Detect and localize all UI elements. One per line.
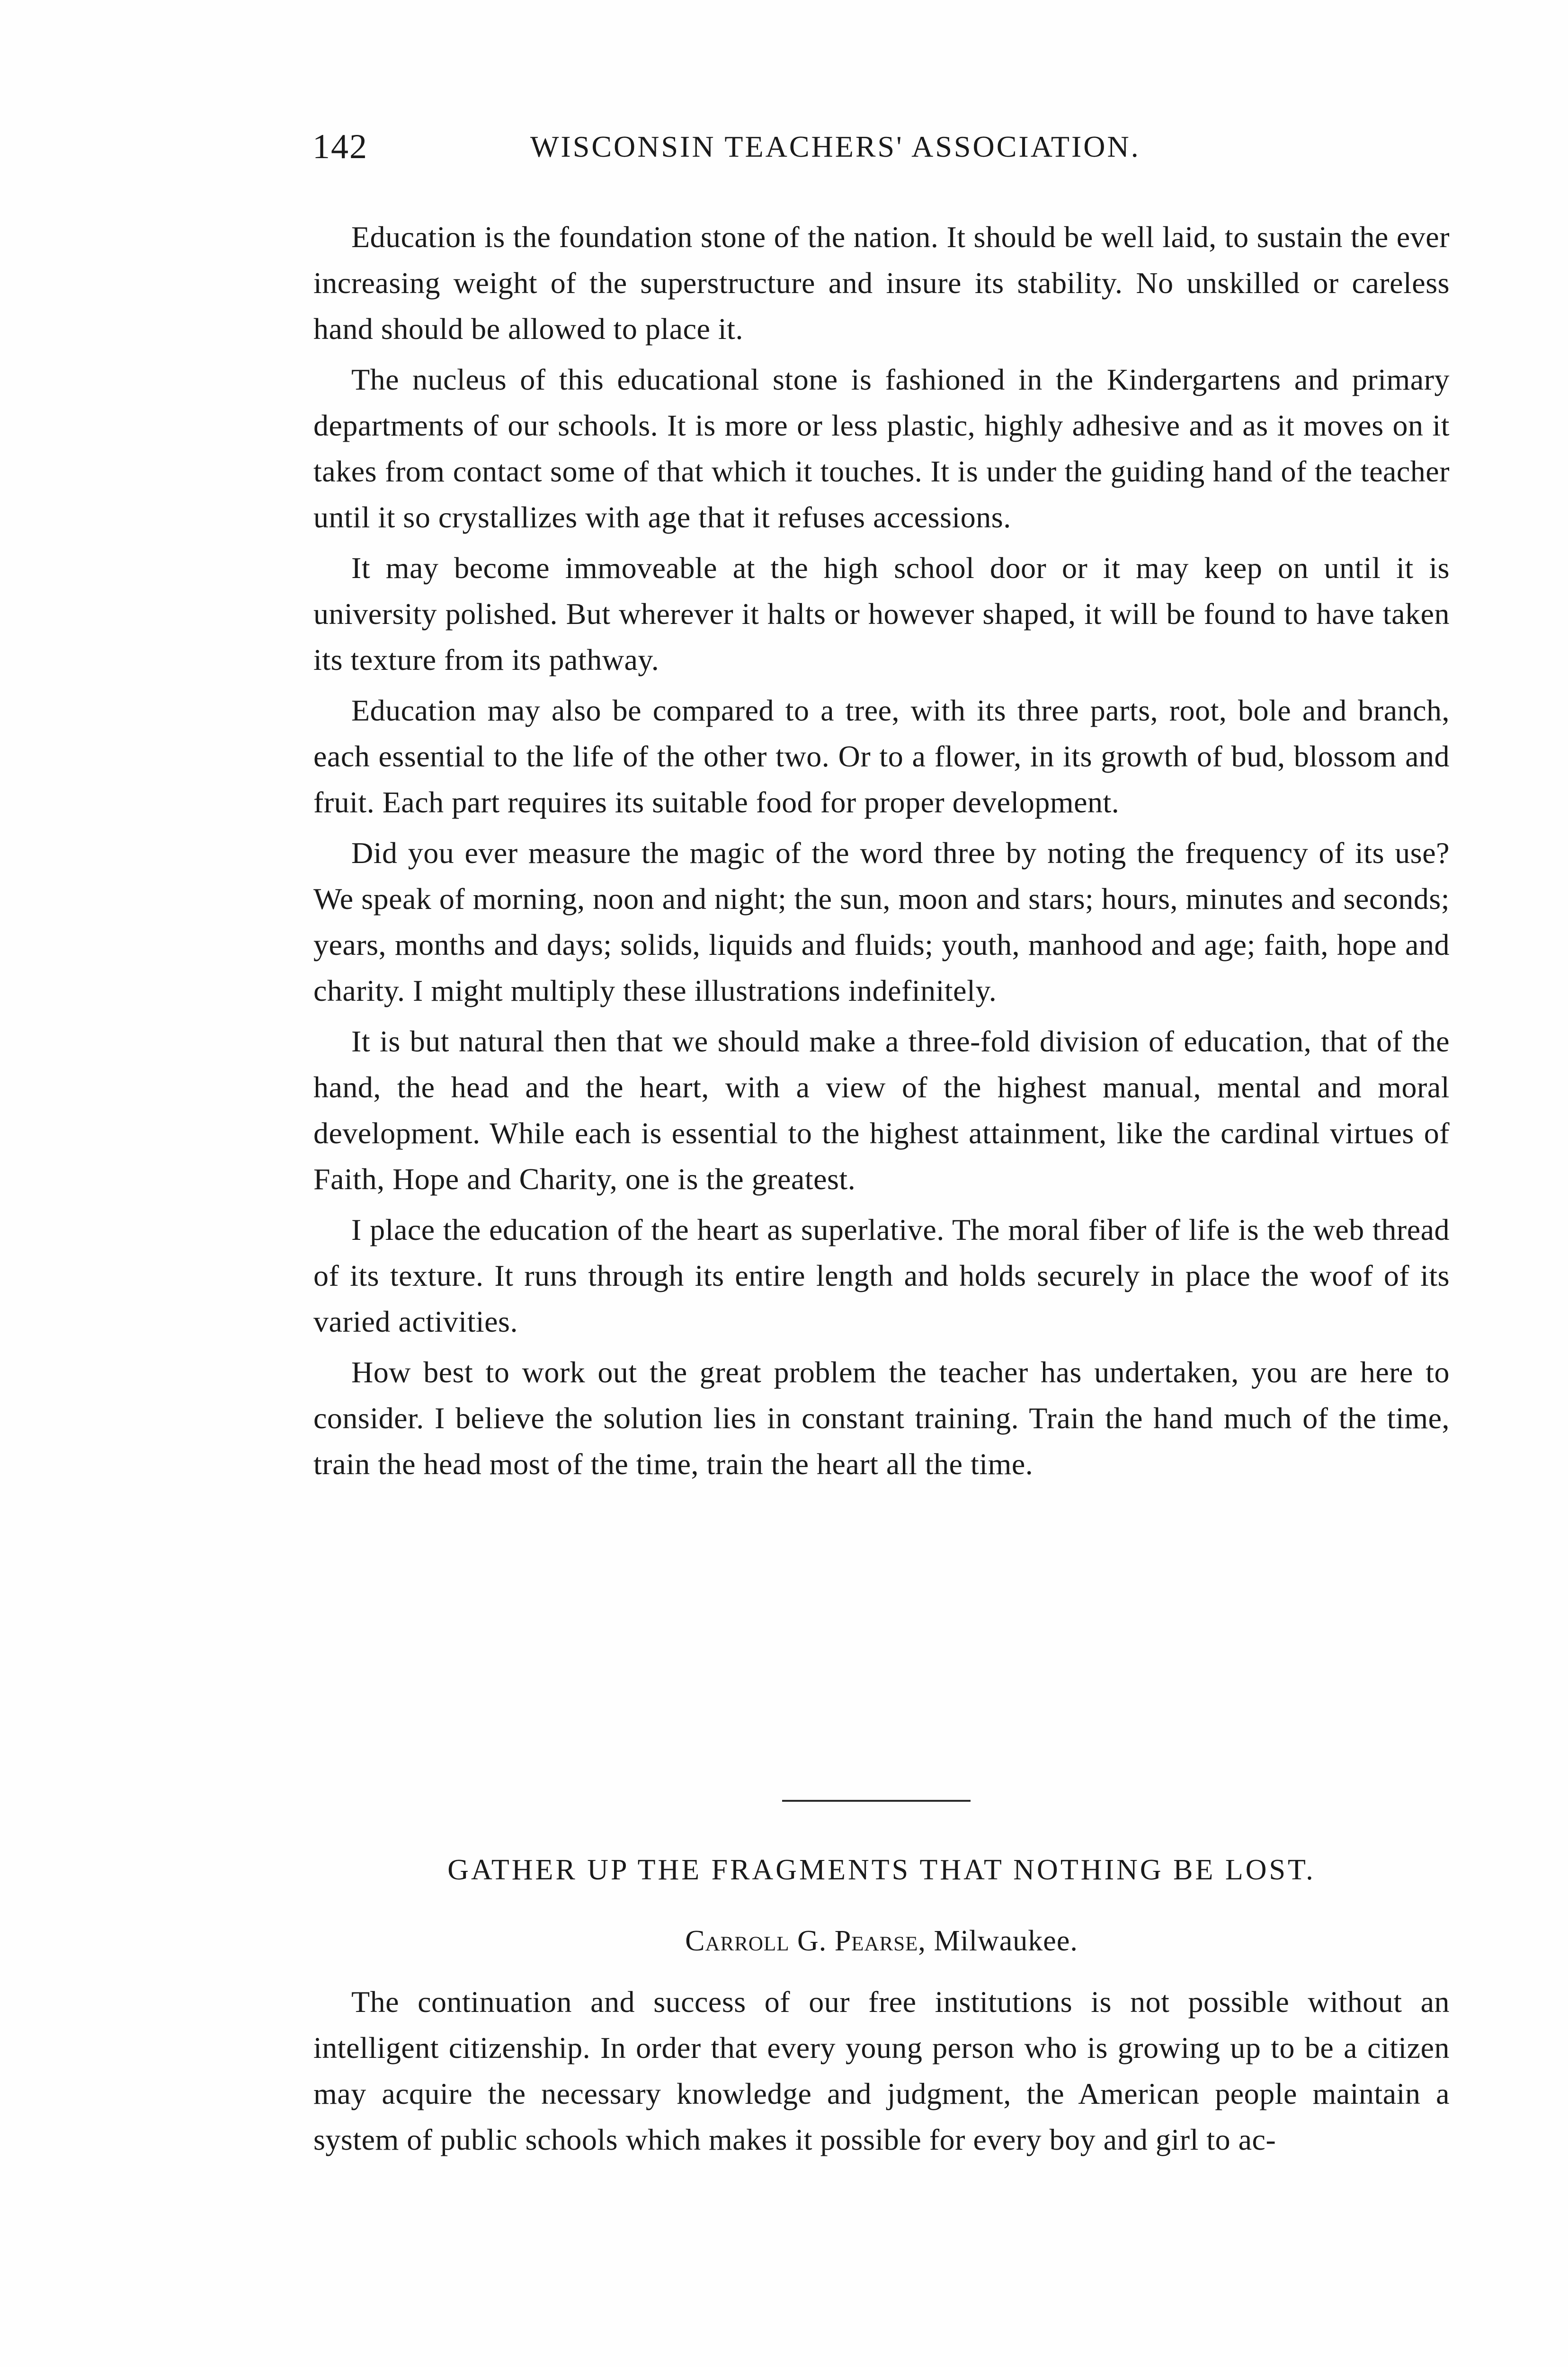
- author-byline: [313, 1920, 1450, 1962]
- paragraph: I place the education of the heart as superlative. The moral fiber of life is the web thread of its texture. It runs through its entire length and holds securely in place the woof of its varied activities.: [313, 1213, 1450, 1338]
- paragraph: Education may also be compared to a tree, with its three parts, root, bole and branch, each essential to the life of the other two. Or to a flower, in its growth of bud, blossom and fruit. Each part requires its suitable food for proper development.: [313, 694, 1450, 819]
- paragraph: The continuation and success of our free institutions is not possible without an intelligent citizenship. In order that every young person who is growing up to be a citizen may acquire the necessary knowledge and judgment, the American people maintain a system of public schools which makes it possible for every boy and girl to ac-: [313, 1985, 1450, 2156]
- section-divider-rule: [782, 1800, 971, 1802]
- paragraph: How best to work out the great problem the teacher has undertaken, you are here to consider. I believe the solution lies in constant training. Train the hand much of the time, train the head most of the time, train the heart all the time.: [313, 1355, 1450, 1481]
- article-body: [313, 214, 1450, 1492]
- author-location: Milwaukee.: [934, 1925, 1078, 1957]
- paragraph: It may become immoveable at the high school door or it may keep on until it is university polished. But wherever it halts or however shaped, it will be found to have taken its texture from its pathway.: [313, 551, 1450, 676]
- journal-title: WISCONSIN TEACHERS' ASSOCIATION.: [530, 130, 1140, 163]
- paragraph: The nucleus of this educational stone is fashioned in the Kindergartens and primary departments of our schools. It is more or less plastic, highly adhesive and as it moves on it takes from contact some of that which it touches. It is under the guiding hand of the teacher until it so crystallizes with age that it refuses accessions.: [313, 363, 1450, 534]
- running-head: [312, 121, 1463, 173]
- paragraph: Education is the foundation stone of the nation. It should be well laid, to sustain the ever increasing weight of the superstructure and insure its stability. No unskilled or careless hand should be allowed to place it.: [313, 220, 1450, 346]
- paragraph: Did you ever measure the magic of the word three by noting the frequency of its use? We speak of morning, noon and night; the sun, moon and stars; hours, minutes and seconds; years, months and days; solids, liquids and fluids; youth, manhood and age; faith, hope and charity. I might multiply these illustrations indefinitely.: [313, 836, 1450, 1007]
- article-title: GATHER UP THE FRAGMENTS THAT NOTHING BE LOST.: [447, 1854, 1316, 1886]
- page-number: 142: [312, 127, 368, 166]
- paragraph: It is but natural then that we should make a three-fold division of education, that of the hand, the head and the heart, with a view of the highest manual, mental and moral development. While each is essential to the highest attainment, like the cardinal virtues of Faith, Hope and Charity, one is the greatest.: [313, 1024, 1450, 1196]
- author-name: Carroll G. Pearse,: [685, 1925, 926, 1957]
- next-article-body: [313, 1979, 1450, 2167]
